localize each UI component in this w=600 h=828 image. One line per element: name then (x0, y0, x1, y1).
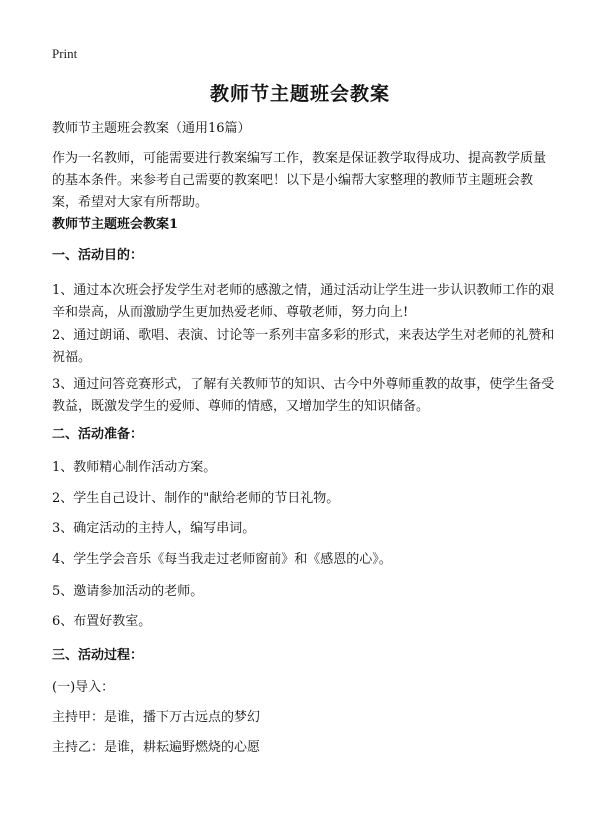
process-line-3: 主持乙：是谁，耕耘遍野燃烧的心愿 (52, 740, 261, 755)
prep-item-1: 1、教师精心制作活动方案。 (52, 460, 217, 475)
intro-paragraph: 作为一名教师，可能需要进行教案编写工作，教案是保证教学取得成功、提高教学质量的基本条件。来参考自己需要的教案吧！以下是小编帮大家整理的教师节主题班会教案，希望对大家有所帮助。 (52, 151, 547, 210)
process-heading: 三、活动过程： (52, 648, 144, 663)
prep-item-2: 2、学生自己设计、制作的"献给老师的节日礼物。 (52, 491, 340, 506)
goal-item-2: 2、通过朗诵、歌唱、表演、讨论等一系列丰富多彩的形式，来表达学生对老师的礼赞和祝福。 (52, 328, 555, 365)
process-line-2: 主持甲：是谁，播下万古远点的梦幻 (52, 710, 261, 725)
prep-item-4: 4、学生学会音乐《每当我走过老师窗前》和《感恩的心》。 (52, 552, 392, 567)
document-subtitle: 教师节主题班会教案（通用16篇） (52, 121, 251, 136)
process-line-1: (一)导入： (52, 680, 115, 695)
prep-item-5: 5、邀请参加活动的老师。 (52, 584, 204, 599)
section-title: 教师节主题班会教案1 (52, 217, 179, 232)
print-link[interactable]: Print (52, 46, 78, 61)
goal-item-1: 1、通过本次班会抒发学生对老师的感激之情，通过活动让学生进一步认识教师工作的艰辛和崇高，从而激励学生更加热爱老师、尊敬老师，努力向上! (52, 283, 555, 320)
goal-item-3: 3、通过问答竞赛形式，了解有关教师节的知识、古今中外尊师重教的故事，使学生备受教益，既激发学生的爱师、尊师的情感，又增加学生的知识储备。 (52, 377, 555, 414)
prep-heading: 二、活动准备： (52, 427, 144, 442)
prep-item-3: 3、确定活动的主持人，编写串词。 (52, 521, 256, 536)
document-title: 教师节主题班会教案 (209, 83, 390, 105)
prep-item-6: 6、布置好教室。 (52, 614, 152, 629)
goal-heading: 一、活动目的： (52, 248, 144, 263)
